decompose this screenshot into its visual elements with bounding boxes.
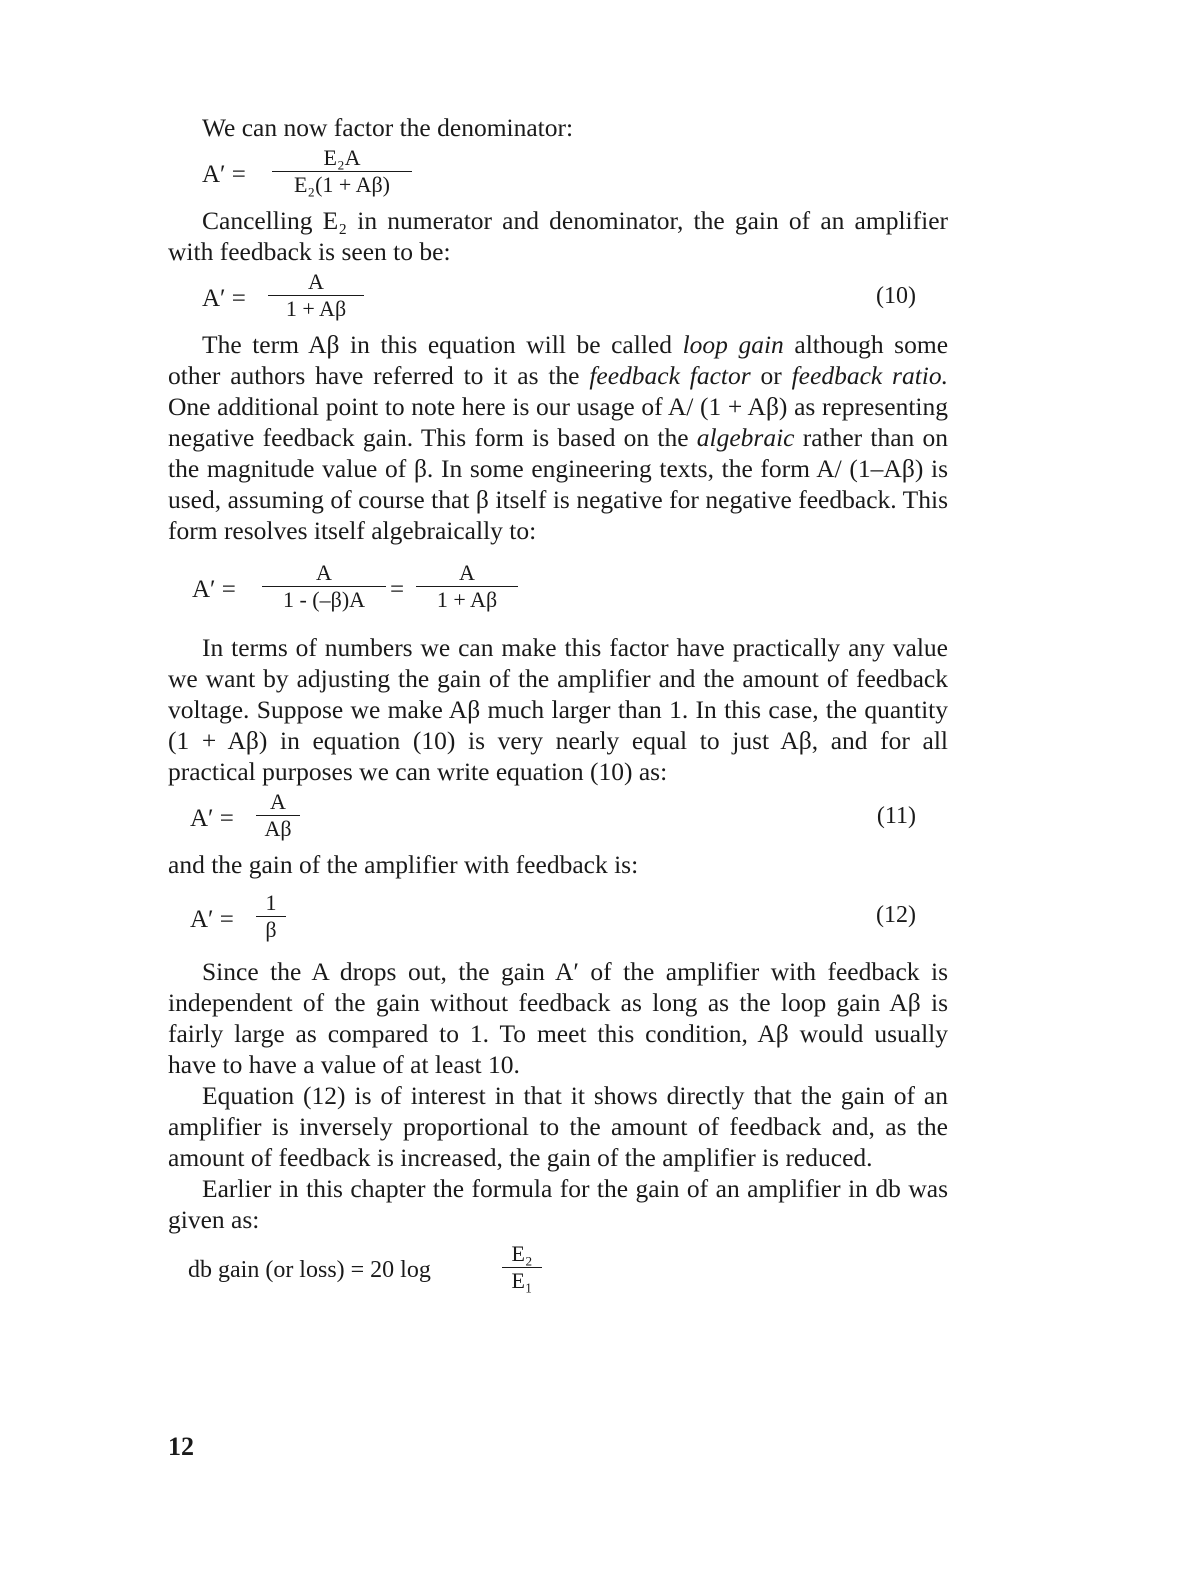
page-number: 12 — [168, 1432, 194, 1461]
denominator: E₁ — [502, 1267, 542, 1294]
italic-term-feedback-ratio: feedback ratio. — [791, 361, 948, 390]
paragraph-factor-intro: We can now factor the denominator: — [202, 113, 574, 142]
numerator: E₂ — [511, 1241, 533, 1266]
denominator: β — [256, 916, 286, 943]
fraction — [268, 269, 364, 322]
equation-lhs: A′ = — [202, 285, 246, 312]
italic-term-feedback-factor: feedback factor — [589, 361, 751, 390]
equation-algebraic — [168, 556, 948, 632]
equation-lhs: db gain (or loss) = 20 log — [188, 1257, 431, 1283]
paragraph-earlier-formula: Earlier in this chapter the formula for the gain of an amplifier in db was given as: — [168, 1174, 948, 1234]
equation-lhs: A′ = — [190, 906, 234, 933]
paragraph-loop-gain — [168, 329, 948, 546]
equation-number: (10) — [876, 283, 916, 309]
numerator: E₂A — [323, 145, 361, 170]
fraction-left — [262, 560, 386, 613]
equation-11 — [168, 787, 948, 849]
paragraph-equation-12-interest: Equation (12) is of interest in that it shows directly that the gain of an amplifier is inversely proportional to the amount of feedback and, as the amount of feedback is increased, the gain of the amplifier is reduced. — [168, 1081, 948, 1172]
equation-number: (11) — [876, 803, 916, 829]
numerator: A — [270, 789, 286, 814]
text-run: The term Aβ in this equation will be called — [202, 330, 683, 359]
equation-12 — [168, 886, 948, 956]
paragraph-numbers: In terms of numbers we can make this factor have practically any value we want by adjusting the gain of the amplifier and the amount of feedback voltage. Suppose we make Aβ much larger than 1. In this case, the quantity (1 + Aβ) in equation (10) is very nearly equal to just Aβ, and for all practical purposes we can write equation (10) as: — [168, 633, 948, 786]
denominator: E₂(1 + Aβ) — [272, 171, 412, 198]
italic-term-loop-gain: loop gain — [682, 330, 784, 359]
denominator: 1 + Aβ — [268, 295, 364, 322]
fraction — [256, 789, 300, 842]
paragraph-cancelling: Cancelling E₂ in numerator and denominator, the gain of an amplifier with feedback is seen to be: — [168, 206, 948, 266]
paragraph-a-drops-out: Since the A drops out, the gain A′ of the amplifier with feedback is independent of the gain without feedback as long as the loop gain Aβ is fairly large as compared to 1. To meet this condition, Aβ would usually have to have a value of at least 10. — [168, 957, 948, 1079]
text-run: One additional point to note here is our usage of A/ (1 + Aβ) as representing negative feedback gain. This form is based on the — [168, 392, 948, 452]
text-run: or — [750, 361, 792, 390]
denominator: 1 - (–β)A — [262, 586, 386, 613]
equation-number: (12) — [876, 902, 916, 928]
equation-10 — [168, 267, 948, 329]
equation-factored — [168, 143, 948, 205]
denominator: 1 + Aβ — [416, 586, 518, 613]
fraction — [272, 145, 412, 198]
equals-sign: = — [390, 576, 405, 603]
italic-term-algebraic: algebraic — [696, 423, 795, 452]
equation-db-gain — [168, 1239, 948, 1301]
numerator: A — [308, 269, 324, 294]
numerator: 1 — [265, 890, 277, 915]
equation-lhs: A′ = — [192, 576, 236, 603]
fraction-right — [416, 560, 518, 613]
fraction — [256, 890, 286, 943]
page-body — [168, 112, 948, 1301]
text-run: rather than on the magnitude value of β. In some engineering texts, the form A/ (1–Aβ) is used, assuming of course that β itself is negative for negative feedback. This form resolves itself algebraically to: — [168, 423, 948, 545]
fraction — [502, 1241, 542, 1294]
numerator: A — [459, 560, 475, 585]
equation-lhs: A′ = — [190, 805, 234, 832]
numerator: A — [316, 560, 332, 585]
text-run: although some other authors have referred to it as the — [168, 330, 949, 390]
equation-lhs: A′ = — [202, 161, 246, 188]
denominator: Aβ — [256, 815, 300, 842]
paragraph-gain-with-feedback: and the gain of the amplifier with feedback is: — [168, 850, 639, 879]
